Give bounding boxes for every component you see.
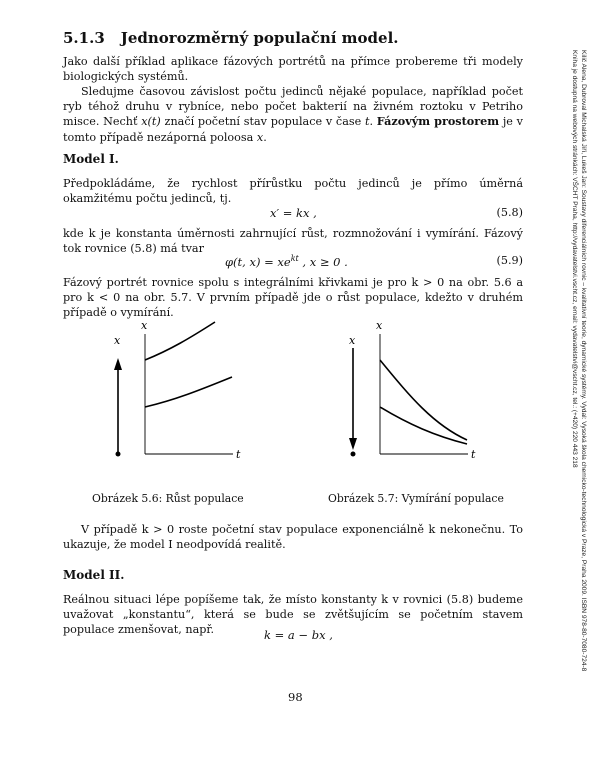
figure-decline-caption: Obrázek 5.7: Vymírání populace (328, 492, 504, 505)
figure-decline (330, 314, 490, 474)
axis-x-label: x (141, 319, 148, 332)
axis-x-label: x (376, 319, 383, 332)
equation-k: k = a − bx , (264, 628, 333, 642)
sidebar-line-2: Kniha je dostupná na webových stránkách: VŠCHT Praha, http://vydavatelstvi.vscht.cz, email: vydavatelstvi@vscht.cz, tel.: (+420) 220 443 218 (571, 50, 578, 468)
decline-arrow-down-icon (349, 438, 357, 450)
bold-term-phase-space: Fázovým prostorem (376, 114, 500, 129)
integral-curve-lower (380, 407, 467, 444)
model-1-paragraph-1: Předpokládáme, že rychlost přírůstku počtu jedinců je přímo úměrná okamžitému počtu jedinců, tj. (63, 177, 523, 206)
growth-arrow-up-icon (114, 358, 122, 370)
phase-axis-label: x (349, 334, 356, 347)
model-2-heading: Model II. (63, 568, 125, 582)
equation-5-8: x′ = kx , (270, 206, 317, 220)
model-2-paragraph-1: Reálnou situaci lépe popíšeme tak, že místo konstanty k v rovnici (5.8) budeme uvažovat „konstantu“, která se bude se zvětšujícím se početním stavem populace zmenšovat, např. (63, 593, 523, 637)
intro-paragraph-1: Jako další příklad aplikace fázových portrétů na přímce probereme tři modely biologických systémů. (63, 55, 523, 84)
equation-number-5-9: (5.9) (496, 254, 523, 267)
axis-t-label: t (236, 448, 241, 461)
equilibrium-point (116, 452, 121, 457)
integral-curve-lower (145, 377, 232, 407)
integral-curve-upper (380, 360, 467, 440)
figure-growth (95, 314, 255, 474)
equation-5-9: φ(t, $x) = xe^{kt}$ , x ≥ 0 . (225, 254, 348, 269)
equilibrium-point (351, 452, 356, 457)
integral-curve-upper (145, 322, 215, 360)
publisher-sidebar (548, 50, 588, 770)
equation-number-5-8: (5.8) (496, 206, 523, 219)
intro-paragraph-2: Sledujme časovou závislost počtu jedinců nějaké populace, například počet ryb téhož druhu v rybníce, nebo počet bakterií na živném roztoku v Petriho misce. Nechť x(t) značí početní stav populace v čase t. Fázovým prostorem je v tomto případě nezáporná poloosa x. (63, 85, 523, 144)
section-title (63, 29, 399, 47)
after-figures-paragraph: V případě k > 0 roste početní stav populace exponenciálně k nekonečnu. To ukazuje, že model I neodpovídá realitě. (63, 523, 523, 552)
model-1-heading: Model I. (63, 152, 119, 166)
model-1-paragraph-2: kde k je konstanta úměrnosti zahrnující růst, rozmnožování i vymírání. Fázový tok rovnice (5.8) má tvar (63, 227, 523, 256)
figure-growth-caption: Obrázek 5.6: Růst populace (92, 492, 244, 505)
phase-axis-label: x (114, 334, 121, 347)
sidebar-line-1: Kilič Alena, Dubroval Michalská Jiří, Lukeš Jan: Soustavy diferenciálních rovnic – kvalitativní teorie, dynamické systémy. Vydal: Vysoká škola chemicko-technologická v Praze, Praha 2009. ISBN 978-80-7080-724-8 (580, 50, 587, 672)
section-title-text: Jednorozměrný populační model. (120, 29, 399, 47)
model-1-paragraph-3: Fázový portrét rovnice spolu s integrálními křivkami je pro k > 0 na obr. 5.6 a pro k < 0 na obr. 5.7. V prvním případě jde o růst populace, kdežto v druhém případě o vymírání. (63, 276, 523, 320)
section-number: 5.1.3 (63, 29, 105, 47)
axis-t-label: t (471, 448, 476, 461)
page-number: 98 (288, 690, 303, 704)
